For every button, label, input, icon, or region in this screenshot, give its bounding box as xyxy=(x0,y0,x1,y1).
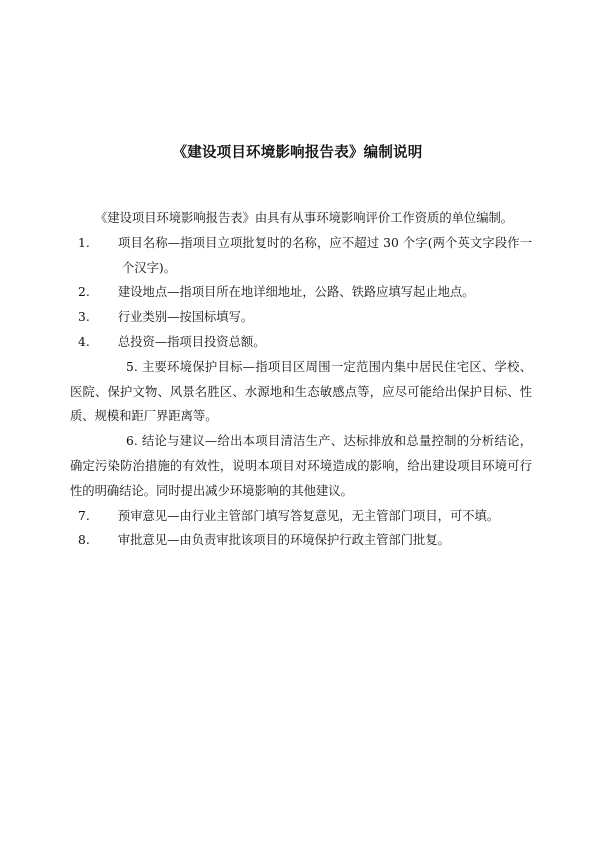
item-number: 6. xyxy=(126,434,138,449)
item-text: 项目名称—指项目立项批复时的名称，应不超过 30 个字(两个英文字段作一个汉字)。 xyxy=(118,235,532,275)
document-body xyxy=(70,206,532,553)
list-item xyxy=(70,330,532,355)
item-text: 结论与建议—给出本项目清洁生产、达标排放和总量控制的分析结论，确定污染防治措施的有效性，说明本项目对环境造成的影响，给出建设项目环境可行性的明确结论。同时提出减少环境影响的其他建议。 xyxy=(70,434,532,498)
item-text: 主要环境保护目标—指项目区周围一定范围内集中居民住宅区、学校、医院、保护文物、风景名胜区、水源地和生态敏感点等，应尽可能给出保护目标、性质、规模和距厂界距离等。 xyxy=(70,359,532,424)
item-text: 建设地点—指项目所在地详细地址，公路、铁路应填写起止地点。 xyxy=(117,285,475,300)
item-number: 3. xyxy=(78,310,90,325)
list-item xyxy=(70,429,532,503)
intro-paragraph: 《建设项目环境影响报告表》由具有从事环境影响评价工作资质的单位编制。 xyxy=(95,211,514,225)
item-text: 审批意见—由负责审批该项目的环境保护行政主管部门批复。 xyxy=(117,533,450,548)
item-number: 5. xyxy=(126,359,138,374)
item-text: 总投资—指项目投资总额。 xyxy=(117,334,266,349)
item-number: 7. xyxy=(78,508,90,523)
list-item xyxy=(70,280,532,305)
list-item xyxy=(70,504,532,529)
item-number: 4. xyxy=(78,334,90,349)
item-number: 1. xyxy=(78,235,90,250)
list-item xyxy=(70,528,532,553)
list-item xyxy=(70,305,532,330)
item-text: 预审意见—由行业主管部门填写答复意见，无主管部门项目，可不填。 xyxy=(117,508,500,523)
list-item xyxy=(70,231,532,281)
page-title: 《建设项目环境影响报告表》编制说明 xyxy=(172,145,423,161)
item-number: 2. xyxy=(78,285,90,300)
item-text: 行业类别—按国标填写。 xyxy=(117,310,254,325)
list-item xyxy=(70,355,532,429)
item-number: 8. xyxy=(78,533,90,548)
